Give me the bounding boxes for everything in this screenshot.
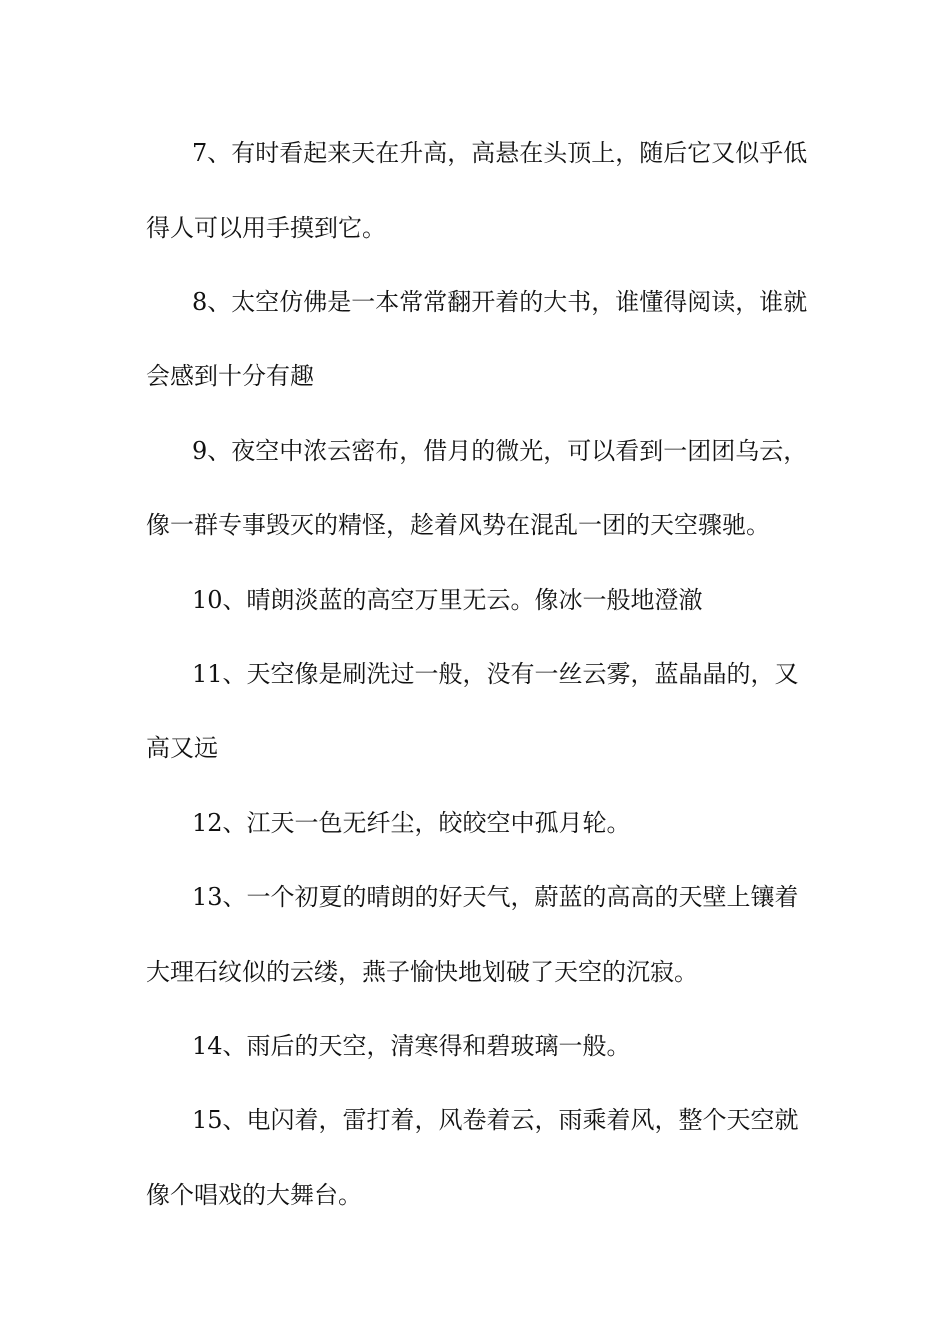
text-line-15b: 像个唱戏的大舞台。	[146, 1181, 362, 1209]
text-line-12: 12、江天一色无纤尘，皎皎空中孤月轮。	[192, 809, 631, 837]
text-line-9b: 像一群专事毁灭的精怪，趁着风势在混乱一团的天空骤驰。	[146, 511, 770, 539]
text-line-9a: 9、夜空中浓云密布，借月的微光，可以看到一团团乌云，	[192, 437, 808, 465]
text-line-11b: 高又远	[146, 734, 218, 762]
text-line-14: 14、雨后的天空，清寒得和碧玻璃一般。	[192, 1032, 631, 1060]
text-line-10: 10、晴朗淡蓝的高空万里无云。像冰一般地澄澈	[192, 586, 703, 614]
text-line-7b: 得人可以用手摸到它。	[146, 214, 386, 242]
text-line-7a: 7、有时看起来天在升高，高悬在头顶上，随后它又似乎低	[192, 139, 808, 167]
text-line-8b: 会感到十分有趣	[146, 362, 314, 390]
text-line-8a: 8、太空仿佛是一本常常翻开着的大书，谁懂得阅读，谁就	[192, 288, 808, 316]
text-line-15a: 15、电闪着，雷打着，风卷着云，雨乘着风，整个天空就	[192, 1106, 799, 1134]
text-line-11a: 11、天空像是刷洗过一般，没有一丝云雾，蓝晶晶的，又	[192, 660, 799, 688]
text-line-13b: 大理石纹似的云缕，燕子愉快地划破了天空的沉寂。	[146, 958, 698, 986]
text-line-13a: 13、一个初夏的晴朗的好天气，蔚蓝的高高的天壁上镶着	[192, 883, 799, 911]
